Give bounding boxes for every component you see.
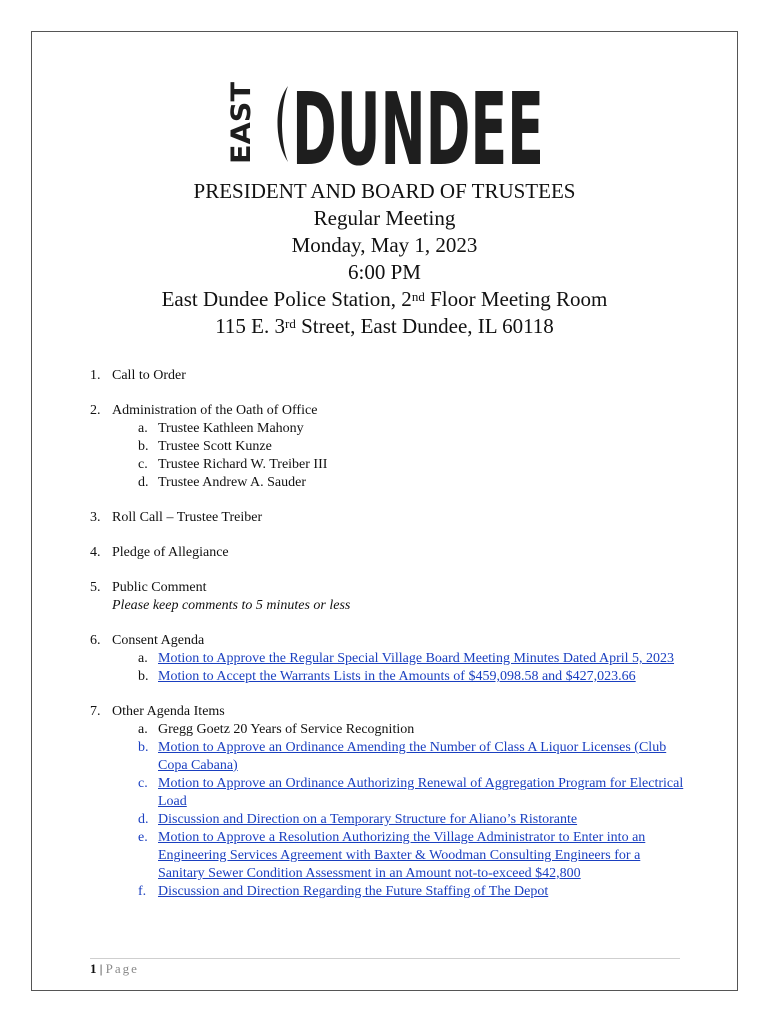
sub-item — [112, 829, 690, 883]
depot-staffing-link[interactable]: Discussion and Direction Regarding the Future Staffing of The Depot — [158, 884, 549, 899]
sub-item-letter: c. — [138, 457, 148, 472]
sub-item-letter: a. — [138, 651, 148, 666]
agenda-item-title: Call to Order — [112, 368, 186, 383]
agenda-item — [90, 509, 690, 527]
sub-item-letter: b. — [138, 740, 149, 755]
sub-item — [112, 650, 690, 668]
logo-swoosh-icon — [278, 86, 289, 162]
sub-item-letter: a. — [138, 722, 148, 737]
agenda-item-title: Other Agenda Items — [112, 704, 225, 719]
address-text: 115 E. 3 — [215, 314, 285, 338]
meeting-time: 6:00 PM — [348, 260, 421, 284]
public-comment-note: Please keep comments to 5 minutes or less — [112, 598, 351, 613]
sub-item-letter: a. — [138, 421, 148, 436]
sub-item — [112, 456, 690, 474]
agenda-number: 5. — [90, 580, 101, 595]
sub-item-list — [112, 420, 690, 492]
sub-item-list — [112, 721, 690, 901]
sub-item — [112, 883, 690, 901]
sub-item-text: Trustee Richard W. Treiber III — [158, 457, 328, 472]
sub-item-text: Trustee Scott Kunze — [158, 439, 272, 454]
page-label: Page — [105, 961, 139, 976]
address-text-end: Street, East Dundee, IL 60118 — [295, 314, 554, 338]
sub-item-text: Trustee Andrew A. Sauder — [158, 475, 307, 490]
page-footer — [90, 958, 680, 977]
agenda-number: 3. — [90, 510, 101, 525]
sub-item — [112, 668, 690, 686]
aggregation-ordinance-link[interactable]: Motion to Approve an Ordinance Authorizing Renewal of Aggregation Program for Electrical Load — [158, 776, 684, 809]
logo-east-text: EAST — [226, 86, 257, 164]
agenda-item-title: Pledge of Allegiance — [112, 545, 229, 560]
agenda-item — [90, 402, 690, 492]
location-text-end: Floor Meeting Room — [424, 287, 608, 311]
sub-item — [112, 775, 690, 811]
agenda-item-title: Administration of the Oath of Office — [112, 403, 318, 418]
sub-item-letter: d. — [138, 475, 149, 490]
location-superscript: nd — [411, 289, 425, 304]
meeting-location — [31, 286, 738, 313]
location-text: East Dundee Police Station, 2 — [161, 287, 412, 311]
sub-item — [112, 438, 690, 456]
agenda-number: 6. — [90, 633, 101, 648]
sub-item-letter: b. — [138, 439, 149, 454]
sub-item-text: Trustee Kathleen Mahony — [158, 421, 304, 436]
liquor-license-ordinance-link[interactable]: Motion to Approve an Ordinance Amending the Number of Class A Liquor Licenses (Club Copa Cabana) — [158, 740, 667, 773]
meeting-type: Regular Meeting — [313, 206, 456, 230]
sub-item-letter: e. — [138, 830, 148, 845]
board-title: PRESIDENT AND BOARD OF TRUSTEES — [193, 179, 576, 203]
temporary-structure-link[interactable]: Discussion and Direction on a Temporary Structure for Aliano’s Ristorante — [158, 812, 578, 827]
agenda-list — [90, 367, 690, 918]
agenda-number: 1. — [90, 368, 101, 383]
sub-item-list — [112, 650, 690, 686]
meeting-header — [31, 178, 738, 340]
sub-item-text: Gregg Goetz 20 Years of Service Recognition — [158, 722, 415, 737]
meeting-address — [31, 313, 738, 340]
footer-separator: | — [96, 961, 106, 976]
sub-item-letter: b. — [138, 669, 149, 684]
agenda-number: 4. — [90, 545, 101, 560]
engineering-agreement-link[interactable]: Motion to Approve a Resolution Authorizing the Village Administrator to Enter into an Engineering Services Agreement with Baxter & Woodman Consulting Engineers for a Sanitary Sewer Condition Assessment in an Amount not-to-exceed $42,800 — [158, 830, 646, 881]
sub-item — [112, 420, 690, 438]
sub-item — [112, 474, 690, 492]
minutes-approval-link[interactable]: Motion to Approve the Regular Special Village Board Meeting Minutes Dated April 5, 2023 — [158, 651, 675, 666]
agenda-item-title: Public Comment — [112, 580, 207, 595]
agenda-item-title: Consent Agenda — [112, 633, 205, 648]
sub-item-letter: f. — [138, 884, 147, 899]
warrants-list-link[interactable]: Motion to Accept the Warrants Lists in the Amounts of $459,098.58 and $427,023.66 — [158, 669, 636, 684]
agenda-item — [90, 632, 690, 686]
sub-item-letter: c. — [138, 776, 148, 791]
sub-item-letter: d. — [138, 812, 149, 827]
agenda-item — [90, 544, 690, 562]
meeting-date: Monday, May 1, 2023 — [291, 233, 478, 257]
agenda-item — [90, 703, 690, 901]
sub-item — [112, 739, 690, 775]
agenda-number: 7. — [90, 704, 101, 719]
address-superscript: rd — [285, 316, 296, 331]
agenda-item — [90, 367, 690, 385]
sub-item — [112, 811, 690, 829]
sub-item — [112, 721, 690, 739]
agenda-number: 2. — [90, 403, 101, 418]
agenda-item — [90, 579, 690, 615]
agenda-item-title: Roll Call – Trustee Treiber — [112, 510, 263, 525]
logo-dundee-text: DUNDEE — [292, 71, 544, 188]
east-dundee-logo — [226, 71, 546, 188]
page-number: 1 — [90, 961, 97, 976]
